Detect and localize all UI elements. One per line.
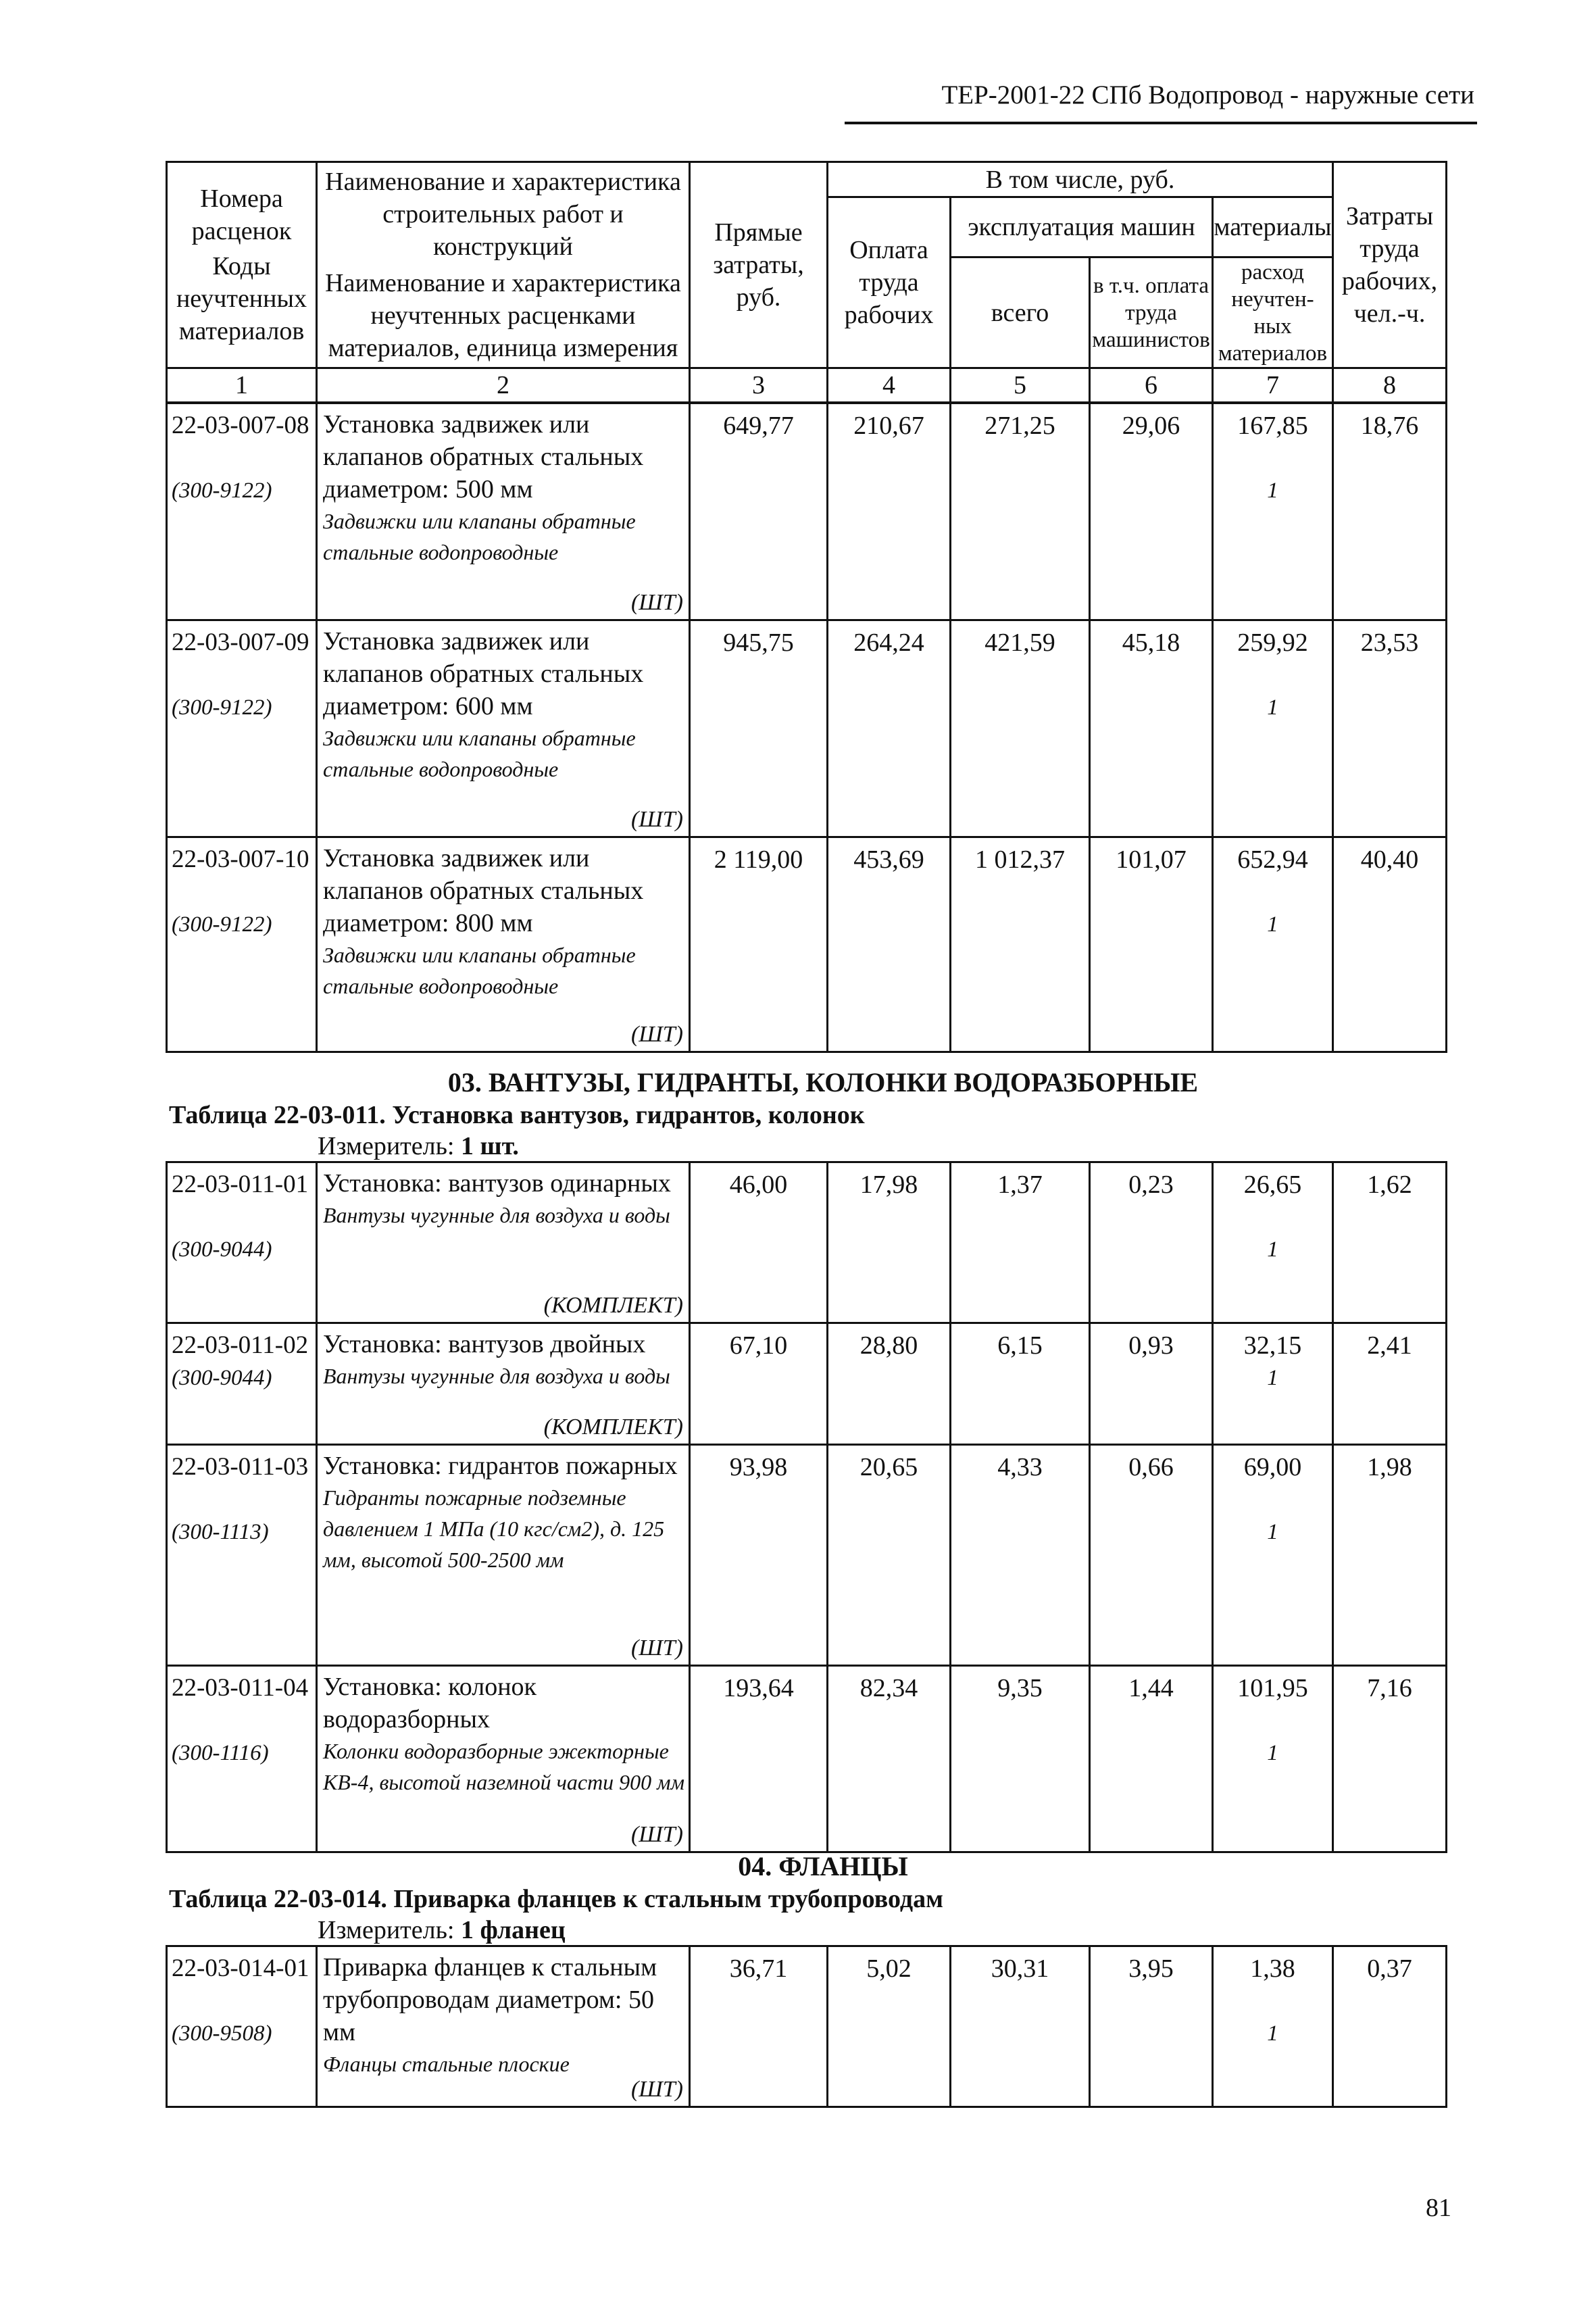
section-04-title: 04. ФЛАНЦЫ — [738, 1851, 908, 1881]
labor-cost: 210,67 — [828, 403, 951, 620]
direct-cost: 2 119,00 — [690, 837, 828, 1052]
work-description-cell — [317, 837, 690, 1052]
header-number-3: 3 — [690, 368, 828, 403]
rate-code: 22-03-007-08 — [172, 412, 309, 439]
materials-cost — [1213, 1445, 1333, 1666]
rate-code: 22-03-011-02 — [172, 1331, 309, 1359]
material-name: Фланцы стальные плоские — [323, 2052, 570, 2076]
table-22-03-011-title: Таблица 22-03-011. Установка вантузов, гидрантов, колонок — [169, 1101, 865, 1129]
direct-cost: 945,75 — [690, 620, 828, 837]
machine-cost: 6,15 — [951, 1323, 1090, 1445]
header-col6: в т.ч. оплата труда машинистов — [1090, 257, 1213, 368]
machine-cost: 1,37 — [951, 1162, 1090, 1323]
header-col8: Затраты труда рабочих, чел.-ч. — [1333, 162, 1447, 368]
machine-cost: 421,59 — [951, 620, 1090, 837]
material-code: (300-9122) — [172, 478, 272, 503]
materials-value: 32,15 — [1243, 1331, 1302, 1360]
unit-of-measure: (ШТ) — [630, 1022, 683, 1047]
header-col1-b: Коды неучтенных материалов — [176, 252, 307, 345]
work-description-cell — [317, 403, 690, 620]
unit-of-measure: (ШТ) — [630, 807, 683, 832]
work-name: Установка: гидрантов пожарных — [323, 1452, 678, 1480]
meter-value: 1 шт. — [461, 1132, 519, 1160]
material-code: (300-9044) — [172, 1237, 272, 1262]
labor-cost: 453,69 — [828, 837, 951, 1052]
header-col4: Оплата труда рабочих — [828, 197, 951, 368]
materials-value: 167,85 — [1237, 412, 1308, 440]
direct-cost: 67,10 — [690, 1323, 828, 1445]
machinist-labor-cost: 0,23 — [1090, 1162, 1213, 1323]
material-code: (300-1113) — [172, 1520, 269, 1544]
work-description-cell — [317, 1946, 690, 2107]
work-name: Установка задвижек или клапанов обратных стальных диаметром: 800 мм — [323, 844, 644, 937]
work-name: Установка: колонок водоразборных — [323, 1673, 537, 1733]
table-row — [167, 1162, 1447, 1323]
material-name: Задвижки или клапаны обратные стальные водопроводные — [323, 943, 636, 998]
materials-cost — [1213, 1162, 1333, 1323]
machine-cost: 4,33 — [951, 1445, 1090, 1666]
rate-code-cell — [167, 1946, 317, 2107]
labor-hours: 18,76 — [1333, 403, 1447, 620]
page-number: 81 — [1426, 2194, 1451, 2222]
unit-of-measure: (ШТ) — [630, 2077, 683, 2102]
materials-value: 69,00 — [1243, 1453, 1302, 1481]
unit-of-measure: (КОМПЛЕКТ) — [543, 1293, 683, 1318]
material-name: Гидранты пожарные подземные давлением 1 МПа (10 кгс/см2), д. 125 мм, высотой 500-2500 мм — [323, 1485, 665, 1572]
rates-table-valves — [166, 402, 1447, 1053]
work-name: Установка: вантузов одинарных — [323, 1169, 671, 1198]
rate-code-cell — [167, 1323, 317, 1445]
work-name: Приварка фланцев к стальным трубопроводам диаметром: 50 мм — [323, 1953, 657, 2046]
rate-code-cell — [167, 403, 317, 620]
labor-cost: 82,34 — [828, 1666, 951, 1852]
rate-code-cell — [167, 837, 317, 1052]
material-name: Задвижки или клапаны обратные стальные водопроводные — [323, 509, 636, 564]
rate-code-cell — [167, 1445, 317, 1666]
rate-code: 22-03-007-10 — [172, 845, 309, 873]
materials-cost — [1213, 1666, 1333, 1852]
valves-table-body — [167, 403, 1447, 1052]
column-header-table — [166, 161, 1447, 403]
table-row — [167, 1666, 1447, 1852]
materials-value: 259,92 — [1237, 629, 1308, 657]
materials-cost — [1213, 1323, 1333, 1445]
material-code: (300-9508) — [172, 2021, 272, 2046]
header-col1-a: Номера расценок — [191, 184, 292, 245]
header-number-4: 4 — [828, 368, 951, 403]
machine-cost: 9,35 — [951, 1666, 1090, 1852]
material-quantity: 1 — [1267, 478, 1278, 503]
machinist-labor-cost: 3,95 — [1090, 1946, 1213, 2107]
unit-of-measure: (ШТ) — [630, 590, 683, 615]
machinist-labor-cost: 0,66 — [1090, 1445, 1213, 1666]
material-name: Колонки водоразборные эжекторные КВ-4, высотой наземной части 900 мм — [323, 1739, 685, 1794]
machine-cost: 30,31 — [951, 1946, 1090, 2107]
work-name: Установка: вантузов двойных — [323, 1330, 646, 1358]
material-code: (300-1116) — [172, 1741, 269, 1765]
header-number-1: 1 — [167, 368, 317, 403]
machine-cost: 271,25 — [951, 403, 1090, 620]
materials-value: 1,38 — [1250, 1954, 1295, 1983]
material-quantity: 1 — [1267, 695, 1278, 720]
header-number-2: 2 — [317, 368, 690, 403]
materials-value: 652,94 — [1237, 845, 1308, 874]
header-col5: всего — [951, 257, 1090, 368]
direct-cost: 93,98 — [690, 1445, 828, 1666]
table-row — [167, 1946, 1447, 2107]
work-name: Установка задвижек или клапанов обратных стальных диаметром: 500 мм — [323, 410, 644, 503]
material-name: Вантузы чугунные для воздуха и воды — [323, 1203, 670, 1227]
material-quantity: 1 — [1267, 1366, 1278, 1390]
direct-cost: 193,64 — [690, 1666, 828, 1852]
machinist-labor-cost: 29,06 — [1090, 403, 1213, 620]
materials-cost — [1213, 1946, 1333, 2107]
direct-cost: 36,71 — [690, 1946, 828, 2107]
labor-cost: 17,98 — [828, 1162, 951, 1323]
header-col7: расход неучтен- ных материалов — [1213, 257, 1333, 368]
direct-cost: 46,00 — [690, 1162, 828, 1323]
material-code: (300-9122) — [172, 695, 272, 720]
labor-hours: 0,37 — [1333, 1946, 1447, 2107]
labor-cost: 5,02 — [828, 1946, 951, 2107]
machinist-labor-cost: 1,44 — [1090, 1666, 1213, 1852]
header-incl: В том числе, руб. — [828, 162, 1333, 197]
header-number-8: 8 — [1333, 368, 1447, 403]
materials-value: 26,65 — [1243, 1171, 1302, 1199]
material-quantity: 1 — [1267, 2021, 1278, 2046]
work-description-cell — [317, 1162, 690, 1323]
materials-cost — [1213, 837, 1333, 1052]
work-description-cell — [317, 1445, 690, 1666]
rate-code-cell — [167, 1162, 317, 1323]
table-22-03-014-title: Таблица 22-03-014. Приварка фланцев к стальным трубопроводам — [169, 1885, 943, 1913]
direct-cost: 649,77 — [690, 403, 828, 620]
machine-cost: 1 012,37 — [951, 837, 1090, 1052]
table-row — [167, 403, 1447, 620]
section-03-title: 03. ВАНТУЗЫ, ГИДРАНТЫ, КОЛОНКИ ВОДОРАЗБОРНЫЕ — [447, 1067, 1199, 1098]
header-number-6: 6 — [1090, 368, 1213, 403]
header-col2-a: Наименование и характеристика строительных работ и конструкций — [325, 168, 681, 261]
machinist-labor-cost: 0,93 — [1090, 1323, 1213, 1445]
header-col2-b: Наименование и характеристика неучтенных расценками материалов, единица измерения — [325, 269, 681, 362]
rates-table-flanges — [166, 1945, 1447, 2108]
machinist-labor-cost: 45,18 — [1090, 620, 1213, 837]
labor-cost: 20,65 — [828, 1445, 951, 1666]
table-row — [167, 1445, 1447, 1666]
labor-hours: 23,53 — [1333, 620, 1447, 837]
labor-hours: 40,40 — [1333, 837, 1447, 1052]
work-description-cell — [317, 620, 690, 837]
meter-22-03-011 — [318, 1131, 519, 1161]
materials-cost — [1213, 620, 1333, 837]
rate-code: 22-03-011-04 — [172, 1674, 309, 1702]
material-quantity: 1 — [1267, 1520, 1278, 1544]
table-row — [167, 1323, 1447, 1445]
material-quantity: 1 — [1267, 912, 1278, 937]
header-number-5: 5 — [951, 368, 1090, 403]
material-quantity: 1 — [1267, 1237, 1278, 1262]
material-quantity: 1 — [1267, 1741, 1278, 1765]
meter-label: Измеритель: — [318, 1132, 455, 1160]
labor-cost: 28,80 — [828, 1323, 951, 1445]
meter-value: 1 фланец — [461, 1916, 566, 1944]
header-col2 — [317, 162, 690, 368]
flanges-table-body — [167, 1946, 1447, 2107]
unit-of-measure: (ШТ) — [630, 1635, 683, 1660]
meter-label: Измеритель: — [318, 1916, 455, 1944]
machinist-labor-cost: 101,07 — [1090, 837, 1213, 1052]
header-rule — [845, 122, 1477, 124]
unit-of-measure: (КОМПЛЕКТ) — [543, 1414, 683, 1439]
rate-code: 22-03-011-03 — [172, 1453, 309, 1481]
rates-table-hydrants — [166, 1161, 1447, 1853]
header-col1 — [167, 162, 317, 368]
unit-of-measure: (ШТ) — [630, 1822, 683, 1847]
table-row — [167, 620, 1447, 837]
header-number-row — [167, 368, 1447, 403]
labor-hours: 1,98 — [1333, 1445, 1447, 1666]
labor-hours: 1,62 — [1333, 1162, 1447, 1323]
work-description-cell — [317, 1666, 690, 1852]
table-row — [167, 837, 1447, 1052]
work-description-cell — [317, 1323, 690, 1445]
labor-hours: 2,41 — [1333, 1323, 1447, 1445]
material-code: (300-9122) — [172, 912, 272, 937]
rate-code: 22-03-007-09 — [172, 629, 309, 656]
labor-cost: 264,24 — [828, 620, 951, 837]
header-machines: эксплуатация машин — [951, 197, 1213, 257]
materials-cost — [1213, 403, 1333, 620]
rate-code: 22-03-014-01 — [172, 1954, 309, 1982]
hydrants-table-body — [167, 1162, 1447, 1852]
meter-22-03-014 — [318, 1915, 566, 1945]
work-name: Установка задвижек или клапанов обратных стальных диаметром: 600 мм — [323, 627, 644, 720]
materials-value: 101,95 — [1237, 1674, 1308, 1702]
material-code: (300-9044) — [172, 1366, 272, 1390]
rate-code-cell — [167, 1666, 317, 1852]
header-materials: материалы — [1213, 197, 1333, 257]
material-name: Вантузы чугунные для воздуха и воды — [323, 1364, 670, 1388]
material-name: Задвижки или клапаны обратные стальные водопроводные — [323, 726, 636, 781]
rate-code: 22-03-011-01 — [172, 1171, 309, 1198]
header-col3: Прямые затраты, руб. — [690, 162, 828, 368]
header-number-7: 7 — [1213, 368, 1333, 403]
rate-code-cell — [167, 620, 317, 837]
labor-hours: 7,16 — [1333, 1666, 1447, 1852]
page-header-title: ТЕР-2001-22 СПб Водопровод - наружные сети — [941, 80, 1474, 109]
